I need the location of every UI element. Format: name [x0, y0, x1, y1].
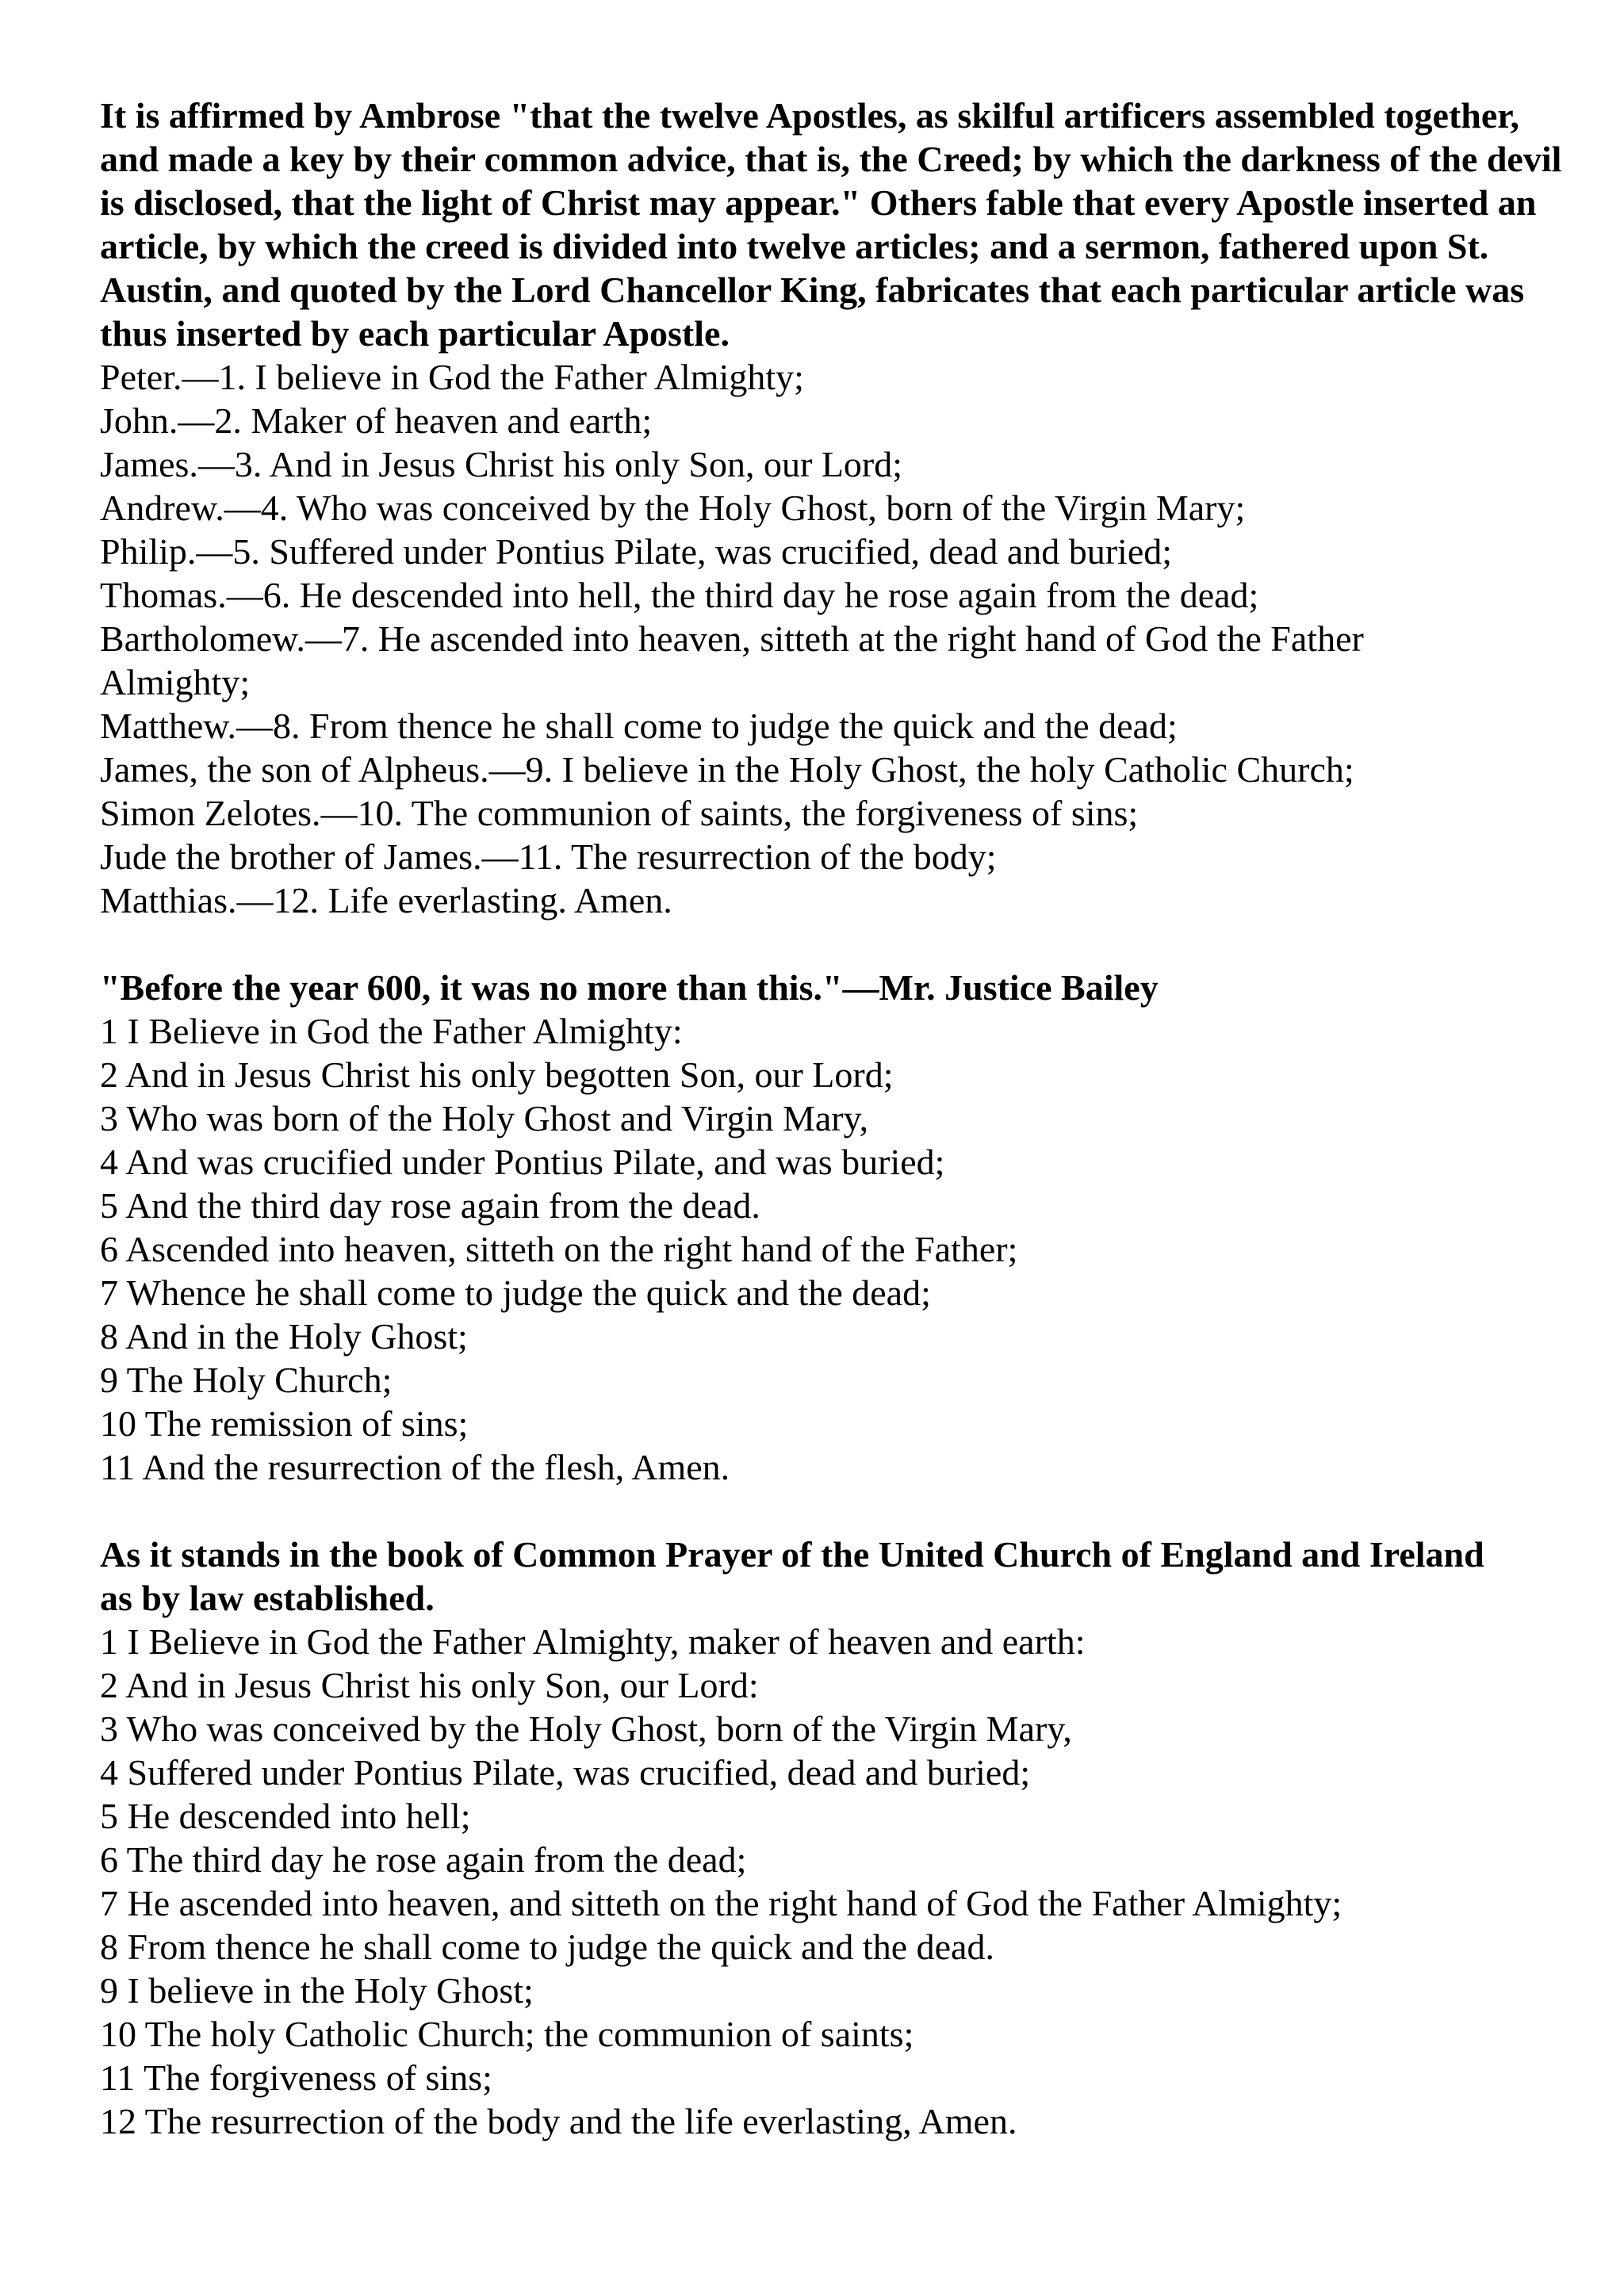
bailey-line: 4 And was crucified under Pontius Pilate, and was buried;: [100, 1142, 945, 1182]
prayer-book-heading: As it stands in the book of Common Prayer of the United Church of England and Ireland as by law established.: [100, 1534, 1484, 1618]
apostle-line-john: John.—2. Maker of heaven and earth;: [100, 400, 653, 441]
bailey-line: 6 Ascended into heaven, sitteth on the right hand of the Father;: [100, 1229, 1018, 1269]
bailey-line: 10 The remission of sins;: [100, 1403, 469, 1444]
apostle-line-thomas: Thomas.—6. He descended into hell, the third day he rose again from the dead;: [100, 575, 1259, 615]
bailey-line: 7 Whence he shall come to judge the quick and the dead;: [100, 1272, 931, 1313]
prayer-line: 8 From thence he shall come to judge the quick and the dead.: [100, 1927, 994, 1967]
section-gap: [100, 1489, 1591, 1533]
intro-paragraph: It is affirmed by Ambrose "that the twelve Apostles, as skilful artificers assembled together, and made a key by their common advice, that is, the Creed; by which the darkness of the devil is disclosed, that the light of Christ may appear." Others fable that every Apostle inserted an article, by which the creed is divided into twelve articles; and a sermon, fathered upon St. Austin, and quoted by the Lord Chancellor King, fabricates that each particular article was thus inserted by each particular Apostle.: [100, 95, 1562, 354]
apostle-line-james: James.—3. And in Jesus Christ his only Son, our Lord;: [100, 444, 903, 484]
prayer-line: 7 He ascended into heaven, and sitteth on the right hand of God the Father Almighty;: [100, 1883, 1342, 1923]
apostle-line-bartholomew: Bartholomew.—7. He ascended into heaven, sitteth at the right hand of God the Father Almighty;: [100, 618, 1364, 702]
prayer-line: 6 The third day he rose again from the dead;: [100, 1839, 747, 1880]
apostle-line-matthew: Matthew.—8. From thence he shall come to judge the quick and the dead;: [100, 706, 1178, 746]
prayer-line: 4 Suffered under Pontius Pilate, was crucified, dead and buried;: [100, 1752, 1031, 1793]
bailey-line: 11 And the resurrection of the flesh, Amen.: [100, 1447, 730, 1487]
apostle-line-andrew: Andrew.—4. Who was conceived by the Holy Ghost, born of the Virgin Mary;: [100, 488, 1246, 528]
apostle-line-james-alpheus: James, the son of Alpheus.—9. I believe in the Holy Ghost, the holy Catholic Church;: [100, 749, 1354, 790]
prayer-line: 10 The holy Catholic Church; the communion of saints;: [100, 2014, 914, 2054]
bailey-line: 8 And in the Holy Ghost;: [100, 1316, 468, 1357]
prayer-line: 9 I believe in the Holy Ghost;: [100, 1970, 534, 2011]
bailey-line: 3 Who was born of the Holy Ghost and Virgin Mary,: [100, 1098, 869, 1138]
bailey-line: 9 The Holy Church;: [100, 1360, 393, 1400]
prayer-line: 1 I Believe in God the Father Almighty, maker of heaven and earth:: [100, 1621, 1086, 1662]
prayer-line: 12 The resurrection of the body and the life everlasting, Amen.: [100, 2101, 1017, 2141]
apostle-creed-list: [100, 355, 1591, 922]
apostle-line-jude: Jude the brother of James.—11. The resurrection of the body;: [100, 836, 997, 877]
prayer-line: 2 And in Jesus Christ his only Son, our Lord:: [100, 1665, 759, 1705]
prayer-line: 5 He descended into hell;: [100, 1796, 471, 1836]
bailey-line: 5 And the third day rose again from the dead.: [100, 1185, 760, 1226]
bailey-line: 1 I Believe in God the Father Almighty:: [100, 1011, 683, 1051]
prayer-line: 11 The forgiveness of sins;: [100, 2057, 492, 2098]
bailey-line: 2 And in Jesus Christ his only begotten Son, our Lord;: [100, 1054, 894, 1095]
bailey-heading: "Before the year 600, it was no more than this."—Mr. Justice Bailey: [100, 967, 1159, 1008]
document-page: [100, 94, 1591, 2143]
apostle-line-matthias: Matthias.—12. Life everlasting. Amen.: [100, 880, 672, 920]
apostle-line-peter: Peter.—1. I believe in God the Father Almighty;: [100, 357, 804, 397]
apostle-line-philip: Philip.—5. Suffered under Pontius Pilate, was crucified, dead and buried;: [100, 531, 1173, 572]
prayer-line: 3 Who was conceived by the Holy Ghost, born of the Virgin Mary,: [100, 1709, 1072, 1749]
prayer-book-creed-list: [100, 1620, 1591, 2143]
section-gap: [100, 922, 1591, 966]
apostle-line-simon: Simon Zelotes.—10. The communion of saints, the forgiveness of sins;: [100, 793, 1139, 833]
bailey-creed-list: [100, 1009, 1591, 1489]
